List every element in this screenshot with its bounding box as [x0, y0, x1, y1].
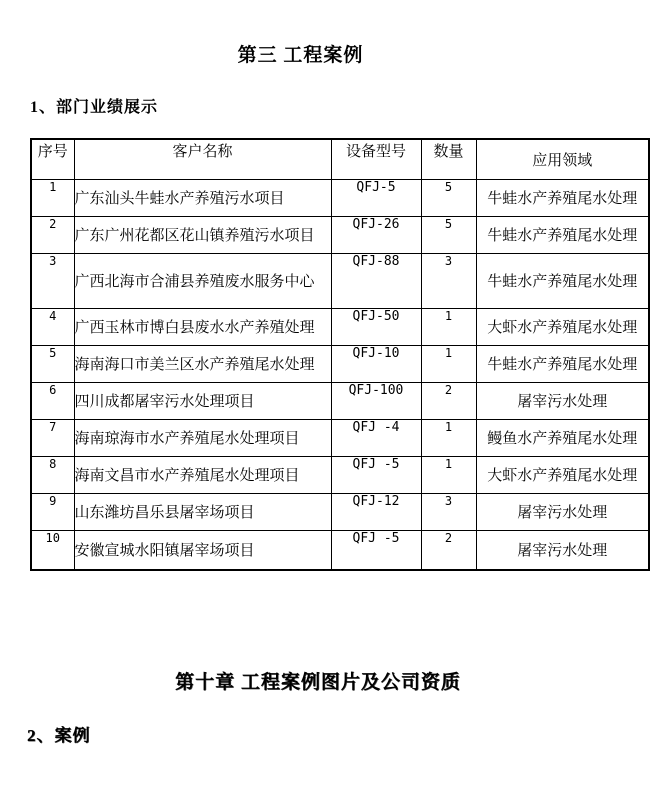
- serial-cell: 5: [31, 345, 74, 382]
- customer-cell: 海南琼海市水产养殖尾水处理项目: [74, 419, 331, 456]
- case-heading: 2、案例: [27, 726, 91, 745]
- table-row: [31, 456, 649, 493]
- quantity-cell: 5: [421, 179, 476, 216]
- table-row: [31, 382, 649, 419]
- application-cell: 屠宰污水处理: [476, 530, 649, 570]
- subsection-title: 1、部门业绩展示: [30, 99, 159, 116]
- serial-cell: 10: [31, 530, 74, 570]
- quantity-cell: 1: [421, 308, 476, 345]
- table-row: [31, 530, 649, 570]
- header-quantity: 数量: [421, 139, 476, 179]
- application-cell: 牛蛙水产养殖尾水处理: [476, 253, 649, 308]
- model-cell: QFJ-10: [331, 345, 421, 382]
- cases-table: [30, 138, 650, 571]
- table-header-row: [31, 139, 649, 179]
- table-body: [31, 179, 649, 570]
- model-cell: QFJ-26: [331, 216, 421, 253]
- header-customer: 客户名称: [74, 139, 331, 179]
- model-cell: QFJ-12: [331, 493, 421, 530]
- serial-cell: 4: [31, 308, 74, 345]
- customer-cell: 安徽宣城水阳镇屠宰场项目: [74, 530, 331, 570]
- table-row: [31, 216, 649, 253]
- quantity-cell: 2: [421, 530, 476, 570]
- application-cell: 鳗鱼水产养殖尾水处理: [476, 419, 649, 456]
- table-row: [31, 345, 649, 382]
- quantity-cell: 1: [421, 456, 476, 493]
- customer-cell: 广西北海市合浦县养殖废水服务中心: [74, 253, 331, 308]
- model-cell: QFJ-50: [331, 308, 421, 345]
- header-model: 设备型号: [331, 139, 421, 179]
- customer-cell: 四川成都屠宰污水处理项目: [74, 382, 331, 419]
- section-title: 第三 工程案例: [237, 45, 364, 66]
- model-cell: QFJ-88: [331, 253, 421, 308]
- application-cell: 牛蛙水产养殖尾水处理: [476, 345, 649, 382]
- serial-cell: 7: [31, 419, 74, 456]
- table-row: [31, 253, 649, 308]
- quantity-cell: 1: [421, 419, 476, 456]
- header-serial: 序号: [31, 139, 74, 179]
- application-cell: 牛蛙水产养殖尾水处理: [476, 216, 649, 253]
- application-cell: 大虾水产养殖尾水处理: [476, 308, 649, 345]
- serial-cell: 2: [31, 216, 74, 253]
- model-cell: QFJ-5: [331, 179, 421, 216]
- quantity-cell: 3: [421, 493, 476, 530]
- serial-cell: 6: [31, 382, 74, 419]
- quantity-cell: 1: [421, 345, 476, 382]
- table-row: [31, 308, 649, 345]
- serial-cell: 1: [31, 179, 74, 216]
- serial-cell: 3: [31, 253, 74, 308]
- model-cell: QFJ -4: [331, 419, 421, 456]
- customer-cell: 海南文昌市水产养殖尾水处理项目: [74, 456, 331, 493]
- table-row: [31, 179, 649, 216]
- customer-cell: 广东广州花都区花山镇养殖污水项目: [74, 216, 331, 253]
- serial-cell: 8: [31, 456, 74, 493]
- customer-cell: 广西玉林市博白县废水水产养殖处理: [74, 308, 331, 345]
- quantity-cell: 3: [421, 253, 476, 308]
- application-cell: 牛蛙水产养殖尾水处理: [476, 179, 649, 216]
- model-cell: QFJ -5: [331, 530, 421, 570]
- header-application: 应用领域: [476, 139, 649, 179]
- quantity-cell: 2: [421, 382, 476, 419]
- customer-cell: 广东汕头牛蛙水产养殖污水项目: [74, 179, 331, 216]
- application-cell: 屠宰污水处理: [476, 382, 649, 419]
- application-cell: 屠宰污水处理: [476, 493, 649, 530]
- table-header: [31, 139, 649, 179]
- serial-cell: 9: [31, 493, 74, 530]
- application-cell: 大虾水产养殖尾水处理: [476, 456, 649, 493]
- customer-cell: 海南海口市美兰区水产养殖尾水处理: [74, 345, 331, 382]
- customer-cell: 山东潍坊昌乐县屠宰场项目: [74, 493, 331, 530]
- model-cell: QFJ-100: [331, 382, 421, 419]
- chapter-title: 第十章 工程案例图片及公司资质: [175, 672, 461, 693]
- model-cell: QFJ -5: [331, 456, 421, 493]
- table-row: [31, 419, 649, 456]
- table-row: [31, 493, 649, 530]
- quantity-cell: 5: [421, 216, 476, 253]
